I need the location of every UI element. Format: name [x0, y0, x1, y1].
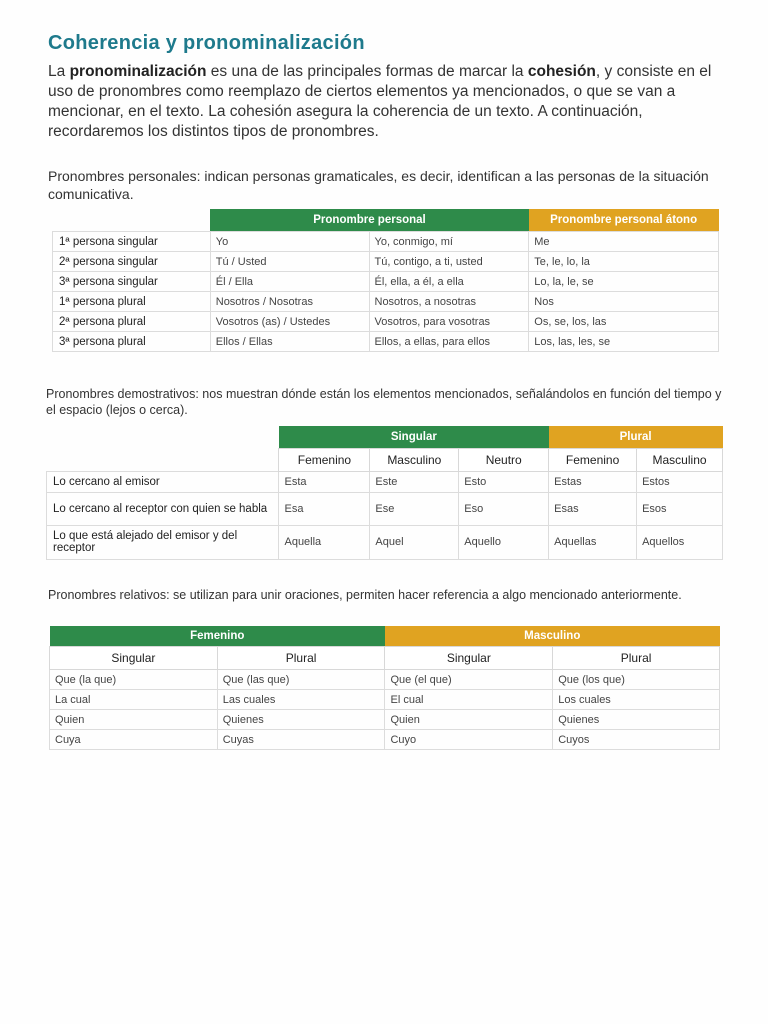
col-header: Femenino — [549, 448, 637, 471]
header-masculino: Masculino — [385, 626, 720, 647]
personales-header-row — [53, 209, 719, 232]
cell: Quienes — [217, 710, 385, 730]
personales-table — [52, 209, 719, 352]
row-label: Lo cercano al emisor — [47, 471, 279, 492]
cell: Estos — [637, 471, 723, 492]
intro-text-2: es una de las principales formas de marcar la — [206, 63, 528, 80]
cell: Estas — [549, 471, 637, 492]
col-header: Masculino — [370, 448, 459, 471]
cell: Os, se, los, las — [529, 312, 719, 332]
demostrativos-header-row — [47, 426, 723, 448]
cell: Esas — [549, 492, 637, 525]
cell: Las cuales — [217, 690, 385, 710]
personales-lead: Pronombres personales: indican personas gramaticales, es decir, identifican a las personas de la situación comunicativa. — [48, 168, 709, 202]
demostrativos-subheader-row — [47, 448, 723, 471]
intro-bold-1: pronominalización — [69, 63, 207, 80]
cell: Me — [529, 232, 719, 252]
cell: Que (el que) — [385, 670, 553, 690]
header-singular: Singular — [279, 426, 549, 448]
row-label: 2ª persona singular — [53, 252, 211, 272]
cell: Aquel — [370, 525, 459, 559]
cell: Los, las, les, se — [529, 332, 719, 352]
cell: Tú / Usted — [210, 252, 369, 272]
relativos-lead: Pronombres relativos: se utilizan para unir oraciones, permiten hacer referencia a algo mencionado anteriormente. — [48, 588, 682, 602]
cell: Aquella — [279, 525, 370, 559]
intro-bold-2: cohesión — [527, 63, 596, 80]
cell: Que (la que) — [50, 670, 218, 690]
row-label: 3ª persona singular — [53, 272, 211, 292]
col-header: Masculino — [637, 448, 723, 471]
col-header: Femenino — [279, 448, 370, 471]
cell: Yo — [210, 232, 369, 252]
cell: Esa — [279, 492, 370, 525]
page-title: Coherencia y pronominalización — [48, 32, 365, 54]
cell: Quienes — [553, 710, 720, 730]
cell: Quien — [50, 710, 218, 730]
table-row — [50, 690, 720, 710]
cell: Ellos / Ellas — [210, 332, 369, 352]
cell: La cual — [50, 690, 218, 710]
cell: El cual — [385, 690, 553, 710]
cell: Esta — [279, 471, 370, 492]
cell: Te, le, lo, la — [529, 252, 719, 272]
relativos-header-row — [50, 626, 720, 647]
table-row — [50, 710, 720, 730]
table-row — [47, 525, 723, 559]
cell: Aquellos — [637, 525, 723, 559]
cell: Él / Ella — [210, 272, 369, 292]
cell: Cuyos — [553, 730, 720, 750]
cell: Esto — [459, 471, 549, 492]
table-row — [53, 332, 719, 352]
cell: Aquello — [459, 525, 549, 559]
relativos-subheader-row — [50, 647, 720, 670]
cell: Aquellas — [549, 525, 637, 559]
cell: Yo, conmigo, mí — [369, 232, 529, 252]
row-label: 3ª persona plural — [53, 332, 211, 352]
header-plural: Plural — [549, 426, 723, 448]
row-label: 1ª persona plural — [53, 292, 211, 312]
cell: Que (los que) — [553, 670, 720, 690]
demostrativos-lead: Pronombres demostrativos: nos muestran dónde están los elementos mencionados, señalándolos en función del tiempo y el espacio (lejos o cerca). — [46, 387, 722, 417]
cell: Lo, la, le, se — [529, 272, 719, 292]
col-header: Plural — [217, 647, 385, 670]
col-header: Singular — [385, 647, 553, 670]
cell: Ellos, a ellas, para ellos — [369, 332, 529, 352]
row-label: Lo cercano al receptor con quien se habla — [47, 492, 279, 525]
cell: Este — [370, 471, 459, 492]
relativos-table — [49, 626, 720, 750]
table-row — [53, 312, 719, 332]
row-label: 1ª persona singular — [53, 232, 211, 252]
demostrativos-table — [46, 426, 723, 560]
cell: Cuya — [50, 730, 218, 750]
table-row — [47, 471, 723, 492]
table-row — [50, 730, 720, 750]
cell: Nosotros, a nosotras — [369, 292, 529, 312]
cell: Vosotros (as) / Ustedes — [210, 312, 369, 332]
cell: Cuyo — [385, 730, 553, 750]
header-pronombre-personal: Pronombre personal — [210, 209, 529, 232]
header-pronombre-atono: Pronombre personal átono — [529, 209, 719, 232]
intro-paragraph — [48, 62, 728, 142]
cell: Que (las que) — [217, 670, 385, 690]
col-header: Singular — [50, 647, 218, 670]
cell: Ese — [370, 492, 459, 525]
cell: Quien — [385, 710, 553, 730]
intro-text-3: , y consiste en el uso de pronombres como reemplazo de ciertos elementos ya mencionados, o que se van a mencionar, en el texto. La cohesión asegura la coherencia de un texto. A continuación, recordaremos los distintos tipos de pronombres. — [48, 63, 712, 140]
cell: Nosotros / Nosotras — [210, 292, 369, 312]
table-row — [53, 272, 719, 292]
row-label: 2ª persona plural — [53, 312, 211, 332]
cell: Nos — [529, 292, 719, 312]
cell: Vosotros, para vosotras — [369, 312, 529, 332]
table-row — [53, 232, 719, 252]
table-row — [47, 492, 723, 525]
cell: Cuyas — [217, 730, 385, 750]
cell: Tú, contigo, a ti, usted — [369, 252, 529, 272]
header-femenino: Femenino — [50, 626, 385, 647]
intro-text-1: La — [48, 63, 70, 80]
cell: Esos — [637, 492, 723, 525]
table-row — [50, 670, 720, 690]
col-header: Plural — [553, 647, 720, 670]
cell: Los cuales — [553, 690, 720, 710]
cell: Él, ella, a él, a ella — [369, 272, 529, 292]
table-row — [53, 252, 719, 272]
cell: Eso — [459, 492, 549, 525]
col-header: Neutro — [459, 448, 549, 471]
row-label: Lo que está alejado del emisor y del receptor — [47, 525, 279, 559]
table-row — [53, 292, 719, 312]
